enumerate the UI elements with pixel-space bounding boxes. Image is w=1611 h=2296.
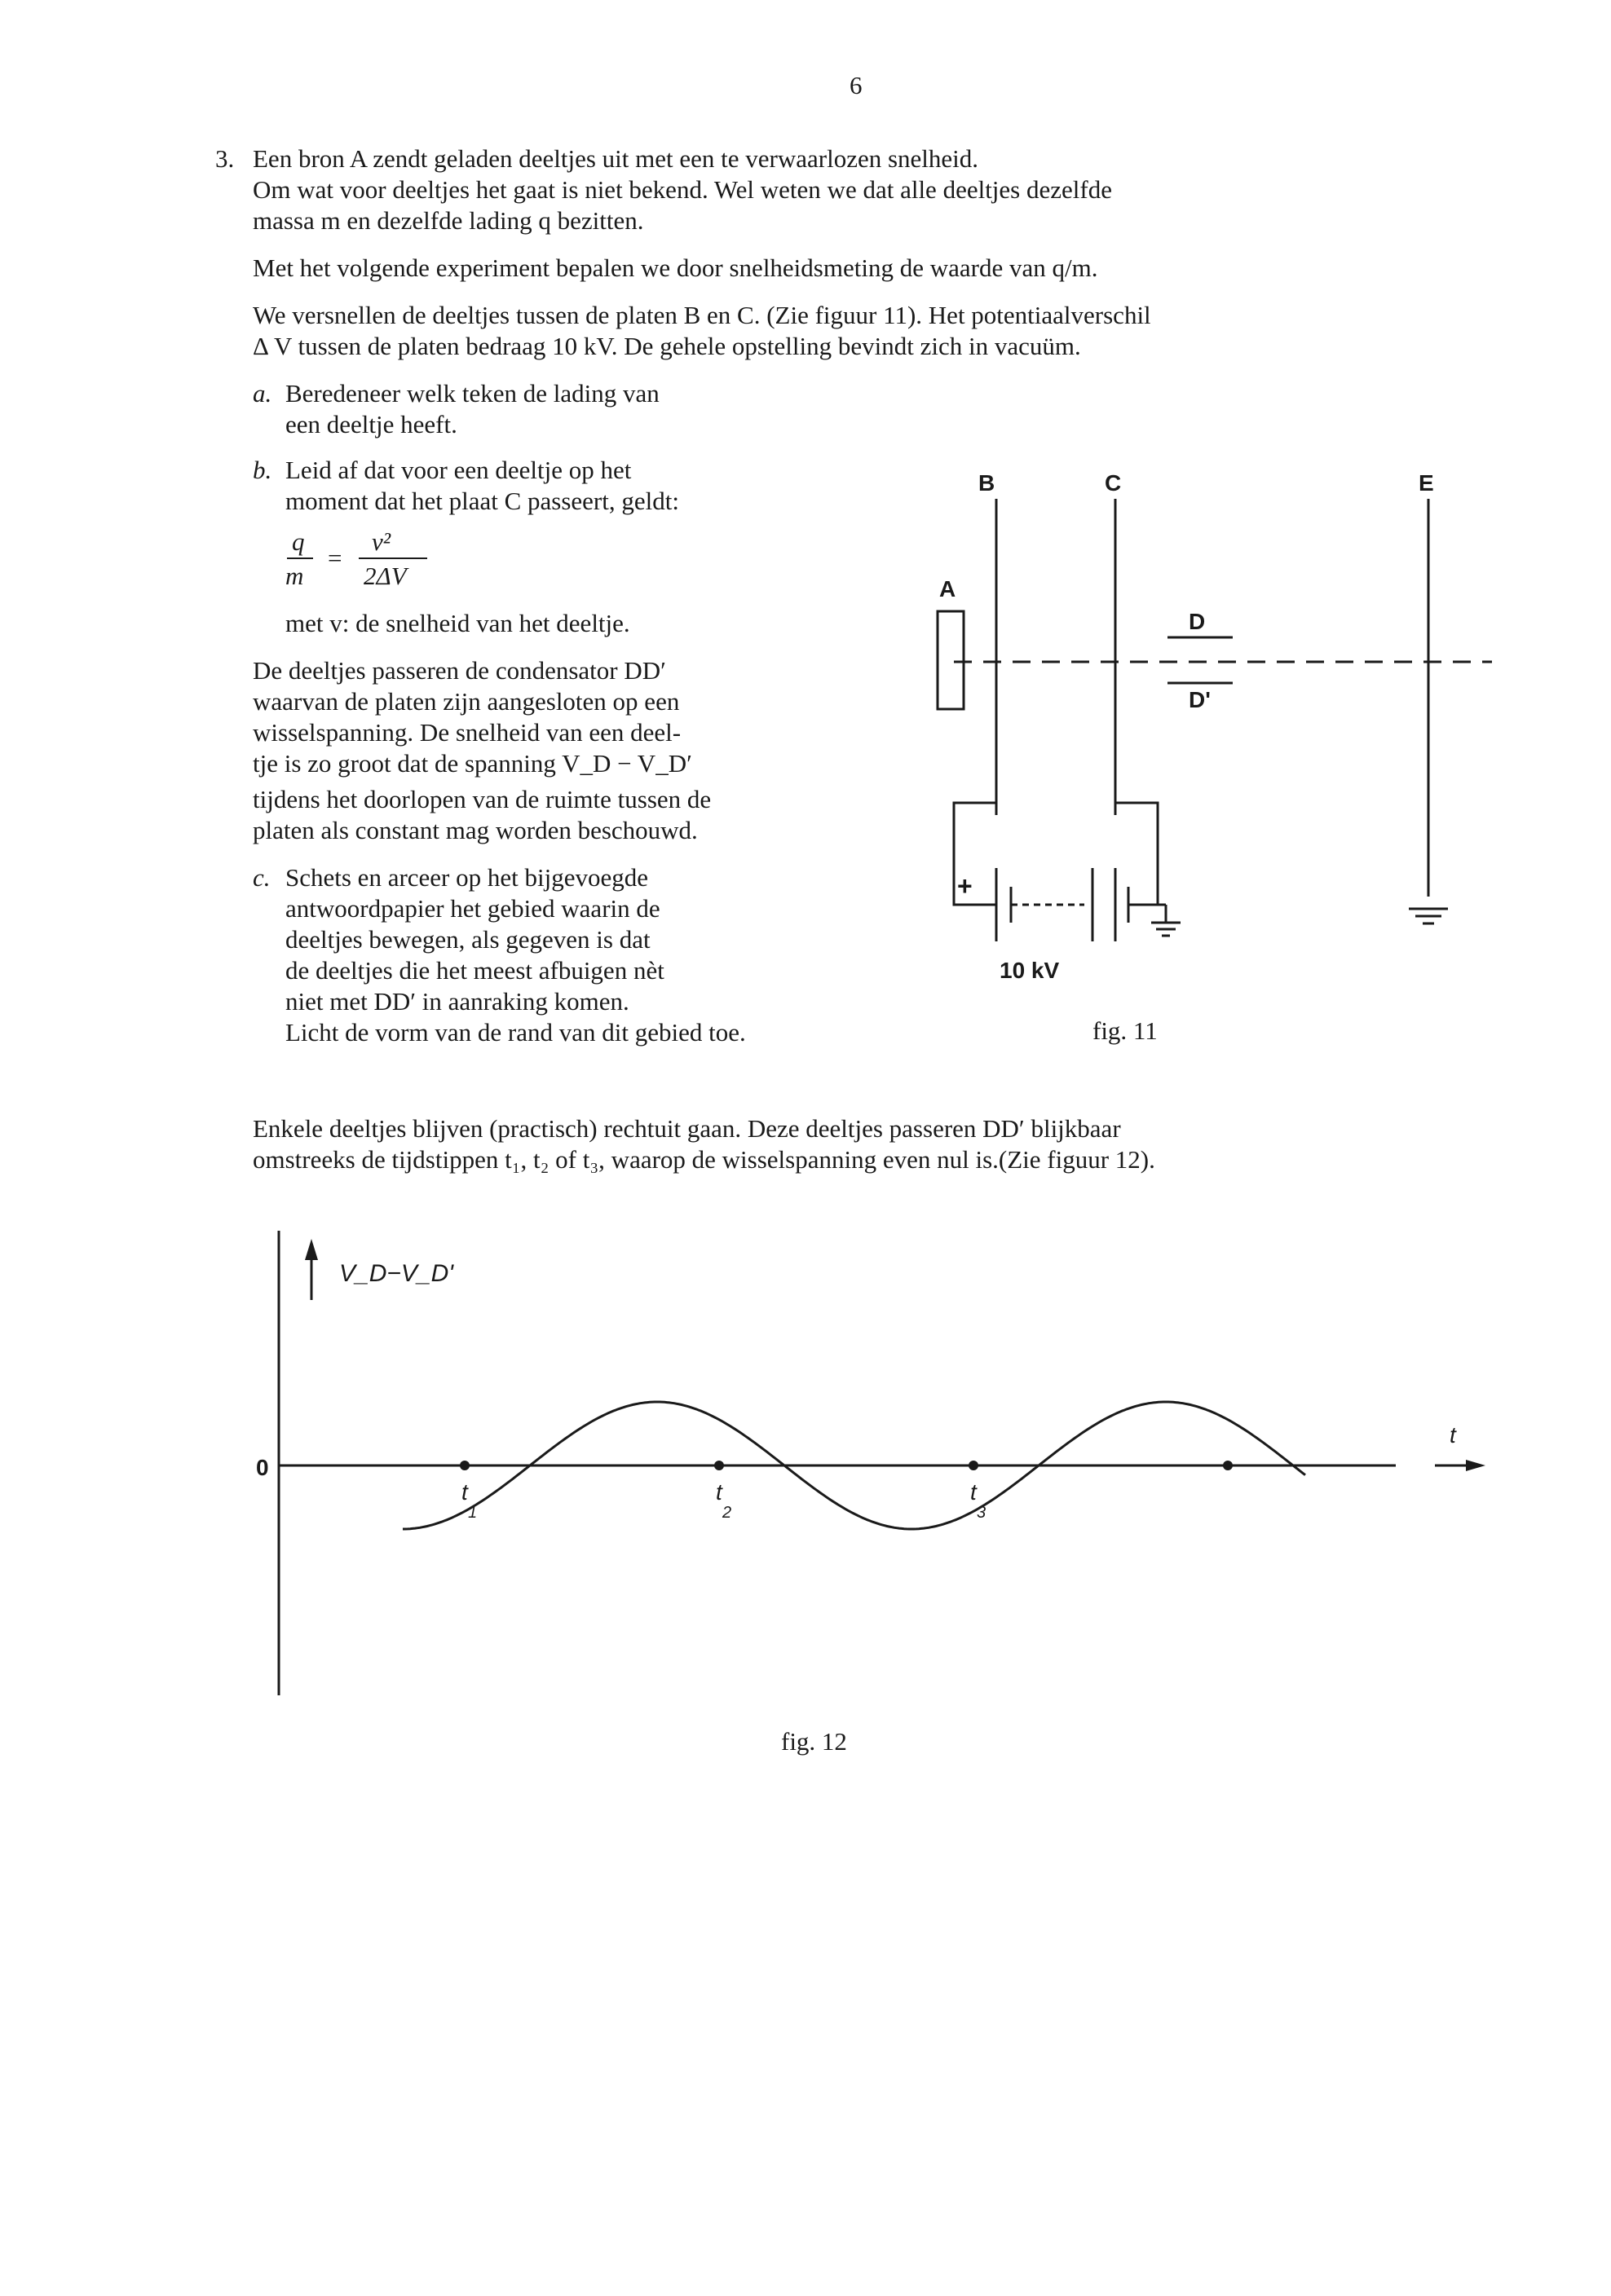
tick-t2-sub: 2 bbox=[722, 1504, 732, 1522]
figure-12 bbox=[228, 1206, 1533, 1744]
figure-11 bbox=[929, 456, 1500, 1043]
item-a-line-1: Beredeneer welk teken de lading van bbox=[285, 379, 660, 408]
label-b: B bbox=[978, 470, 995, 496]
item-a-label: a. bbox=[253, 379, 272, 408]
paragraph-4-line-4: tje is zo groot dat de spanning V_D − V_D′ bbox=[253, 749, 692, 778]
label-e: E bbox=[1419, 470, 1434, 496]
label-voltage: 10 kV bbox=[1000, 958, 1060, 983]
formula-right-bar bbox=[359, 557, 427, 559]
item-b-line-2: moment dat het plaat C passeert, geldt: bbox=[285, 487, 679, 515]
item-c-label: c. bbox=[253, 863, 271, 892]
origin-label: 0 bbox=[256, 1455, 269, 1480]
zero-crossing-dot bbox=[714, 1461, 724, 1470]
tick-t1-sub: 1 bbox=[468, 1504, 478, 1522]
formula-2dv: 2ΔV bbox=[364, 562, 407, 590]
y-axis-label: V_D−V_D' bbox=[339, 1260, 453, 1287]
question-number: 3. bbox=[215, 144, 235, 173]
label-d: D bbox=[1189, 609, 1206, 634]
fig12-caption: fig. 12 bbox=[781, 1727, 847, 1756]
paragraph-5-line-2: omstreeks de tijdstippen t₁, t₂ of t₃, waarop de wisselspanning even nul is.(Zie figuur 12). bbox=[253, 1145, 1155, 1174]
t-arrow-head bbox=[1466, 1460, 1485, 1471]
intro-line-3: massa m en dezelfde lading q bezitten. bbox=[253, 206, 644, 235]
item-c-line-2: antwoordpapier het gebied waarin de bbox=[285, 894, 660, 923]
intro-line-1: Een bron A zendt geladen deeltjes uit met een te verwaarlozen snelheid. bbox=[253, 144, 979, 173]
label-a: A bbox=[939, 576, 956, 602]
paragraph-3-line-1: We versnellen de deeltjes tussen de platen B en C. (Zie figuur 11). Het potentiaalverschil bbox=[253, 301, 1151, 329]
paragraph-2: Met het volgende experiment bepalen we door snelheidsmeting de waarde van q/m. bbox=[253, 253, 1098, 282]
item-c-line-4: de deeltjes die het meest afbuigen nèt bbox=[285, 956, 664, 985]
tick-t3-main: t bbox=[970, 1479, 977, 1505]
intro-line-2: Om wat voor deeltjes het gaat is niet bekend. Wel weten we dat alle deeltjes dezelfde bbox=[253, 175, 1112, 204]
tick-t2-main: t bbox=[716, 1479, 722, 1505]
paragraph-3-line-2: Δ V tussen de platen bedraag 10 kV. De gehele opstelling bevindt zich in vacuüm. bbox=[253, 332, 1081, 360]
formula-equals: = bbox=[328, 544, 342, 572]
item-c-line-3: deeltjes bewegen, als gegeven is dat bbox=[285, 925, 651, 954]
label-c: C bbox=[1105, 470, 1122, 496]
paragraph-4-line-5: tijdens het doorlopen van de ruimte tussen de bbox=[253, 785, 712, 813]
zero-crossing-dot bbox=[460, 1461, 470, 1470]
item-b-label: b. bbox=[253, 456, 272, 484]
tick-t3 bbox=[970, 1479, 986, 1522]
y-arrow-head bbox=[305, 1239, 318, 1260]
paragraph-4-line-6: platen als constant mag worden beschouwd. bbox=[253, 816, 698, 844]
formula-v2: v² bbox=[372, 527, 391, 556]
paragraph-4-line-3: wisselspanning. De snelheid van een deel- bbox=[253, 718, 682, 747]
paragraph-4-line-1: De deeltjes passeren de condensator DD′ bbox=[253, 656, 666, 685]
item-c-line-5: niet met DD′ in aanraking komen. bbox=[285, 987, 629, 1016]
fig11-caption: fig. 11 bbox=[1092, 1016, 1158, 1045]
paragraph-4-line-2: waarvan de platen zijn aangesloten op een bbox=[253, 687, 680, 716]
formula-q: q bbox=[292, 527, 305, 556]
item-c-line-6: Licht de vorm van de rand van dit gebied toe. bbox=[285, 1018, 746, 1047]
paragraph-5-line-1: Enkele deeltjes blijven (practisch) rechtuit gaan. Deze deeltjes passeren DD′ blijkbaar bbox=[253, 1114, 1121, 1143]
tick-t2 bbox=[716, 1479, 731, 1522]
zero-crossing-dot bbox=[1223, 1461, 1233, 1470]
formula-left-bar bbox=[287, 557, 313, 559]
item-b-line-1: Leid af dat voor een deeltje op het bbox=[285, 456, 632, 484]
formula-m: m bbox=[285, 562, 304, 590]
source-a bbox=[938, 611, 964, 709]
x-axis-label: t bbox=[1450, 1422, 1456, 1448]
tick-t3-sub: 3 bbox=[977, 1504, 986, 1522]
label-plus: + bbox=[957, 871, 973, 901]
tick-t1-main: t bbox=[461, 1479, 468, 1505]
label-d-prime: D' bbox=[1189, 687, 1211, 712]
tick-t1 bbox=[461, 1479, 477, 1522]
formula-where: met v: de snelheid van het deeltje. bbox=[285, 609, 630, 637]
zero-crossing-dot bbox=[969, 1461, 978, 1470]
item-c-line-1: Schets en arceer op het bijgevoegde bbox=[285, 863, 649, 892]
page-number: 6 bbox=[850, 71, 863, 99]
wire-c bbox=[1115, 803, 1166, 905]
item-a-line-2: een deeltje heeft. bbox=[285, 410, 457, 438]
